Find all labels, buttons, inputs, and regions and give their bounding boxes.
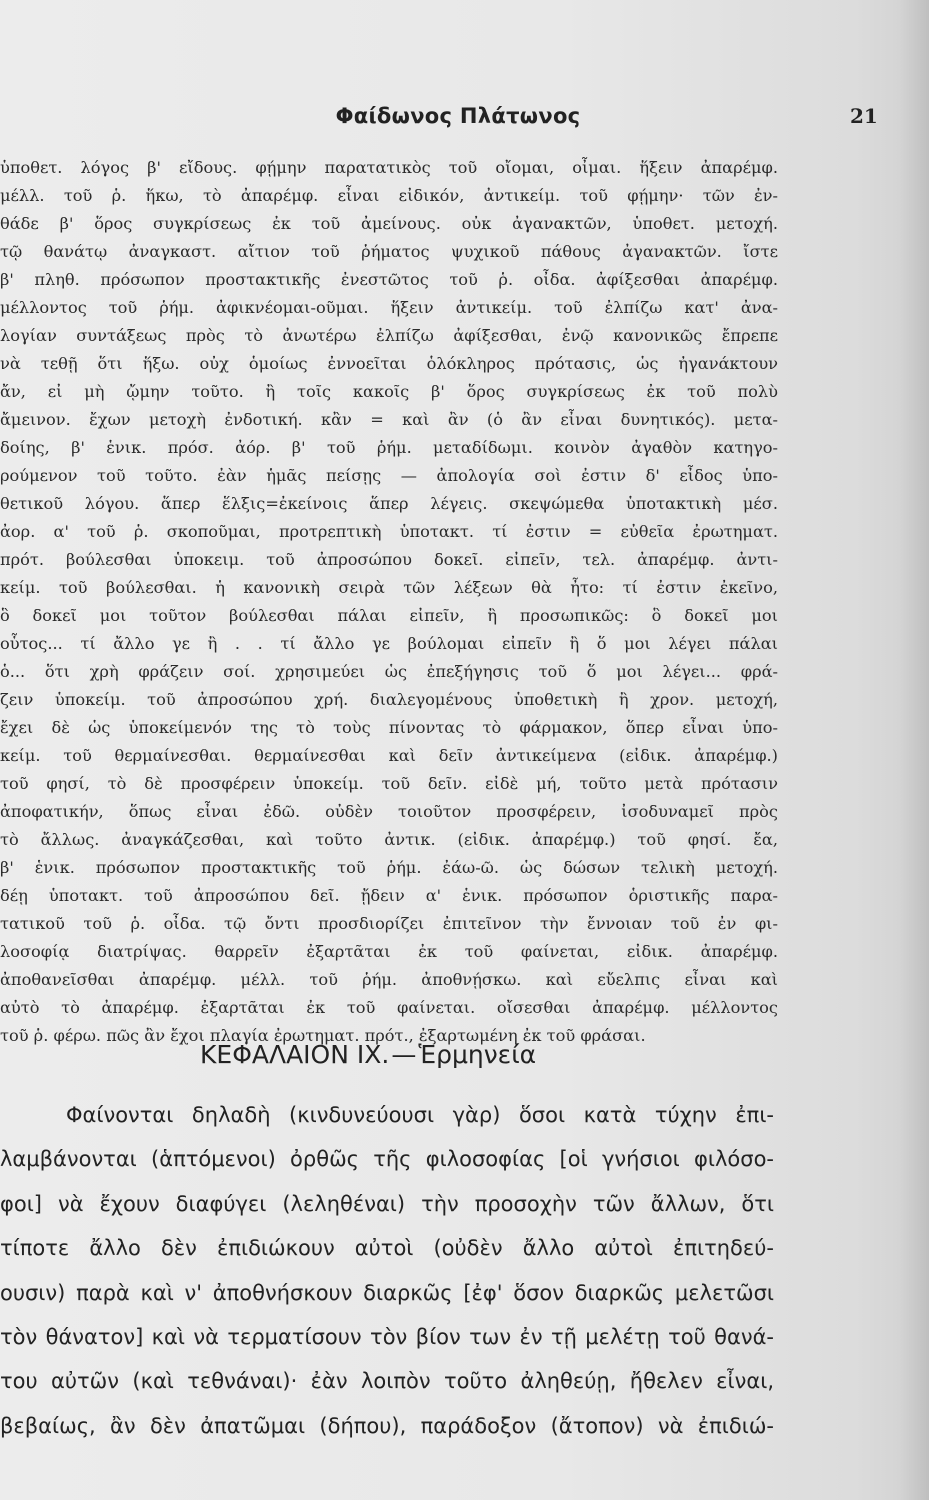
body-line: Φαίνονται δηλαδὴ (κινδυνεύουσι γὰρ) ὅσοι κατὰ τύχην ἐπι- — [66, 1103, 774, 1127]
note-line: πρότ. βούλεσθαι ὑποκειμ. τοῦ ἀπροσώπου δοκεῖ. εἰπεῖν, τελ. ἀπαρέμφ. ἀντι- — [0, 550, 778, 569]
note-line: κείμ. τοῦ βούλεσθαι. ἡ κανονικὴ σειρὰ τῶν λέξεων θὰ ἦτο: τί ἐστιν ἐκεῖνο, — [0, 578, 778, 597]
note-line: τῷ θανάτῳ ἀναγκαστ. αἴτιον τοῦ ῥήματος ψυχικοῦ πάθους ἀγανακτῶν. ἴστε — [0, 242, 778, 261]
note-line: τατικοῦ τοῦ ῥ. οἶδα. τῷ ὄντι προσδιορίζει ἐπιτεῖνον τὴν ἔννοιαν τοῦ ἐν φι- — [0, 914, 778, 933]
note-line: ἀποφατικήν, ὅπως εἶναι ἐδῶ. οὐδὲν τοιοῦτον προσφέρειν, ἰσοδυναμεῖ πρὸς — [0, 802, 778, 821]
translation-text — [0, 1093, 774, 1448]
note-line: λοσοφίᾳ διατρίψας. θαρρεῖν ἐξαρτᾶται ἐκ τοῦ φαίνεται, εἰδικ. ἀπαρέμφ. — [0, 942, 778, 961]
running-title: Φαίδωνος Πλάτωνος — [335, 104, 581, 128]
note-line: τὸ ἄλλως. ἀναγκάζεσθαι, καὶ τοῦτο ἀντικ. (εἰδικ. ἀπαρέμφ.) τοῦ φησί. ἔα, — [0, 830, 778, 849]
page-edge-shadow — [899, 0, 929, 1500]
note-line: μέλλ. τοῦ ῥ. ἥκω, τὸ ἀπαρέμφ. εἶναι εἰδικόν, ἀντικείμ. τοῦ φῄμην· τῶν ἐν- — [0, 186, 778, 205]
body-line: τὸν θάνατον] καὶ νὰ τερματίσουν τὸν βίον των ἐν τῇ μελέτῃ τοῦ θανά- — [0, 1324, 774, 1349]
page-number: 21 — [850, 104, 878, 128]
note-line: νὰ τεθῇ ὅτι ἥξω. οὐχ ὁμοίως ἐννοεῖται ὁλόκληρος πρότασις, ὡς ἠγανάκτουν — [0, 354, 778, 373]
body-line: λαμβάνονται (ἁπτόμενοι) ὀρθῶς τῆς φιλοσοφίας [οἱ γνήσιοι φιλόσο- — [0, 1147, 774, 1172]
note-line: θάδε β' ὅρος συγκρίσεως ἐκ τοῦ ἀμείνους. οὐκ ἀγανακτῶν, ὑποθετ. μετοχή. — [0, 214, 778, 233]
note-line: θετικοῦ λόγου. ἅπερ ἕλξις=ἐκείνοις ἅπερ λέγεις. σκεψώμεθα ὑποτακτικὴ μέσ. — [0, 494, 778, 513]
note-line: τοῦ ῥ. φέρω. πῶς ἂν ἔχοι πλαγία ἐρωτηματ. πρότ., ἐξαρτωμένη ἐκ τοῦ φράσαι. — [0, 1026, 646, 1045]
note-line: ὑποθετ. λόγος β' εἴδους. φῄμην παρατατικὸς τοῦ οἴομαι, οἶμαι. ἥξειν ἀπαρέμφ. — [0, 158, 778, 177]
note-line: μέλλοντος τοῦ ῥήμ. ἀφικνέομαι-οῦμαι. ἥξειν ἀντικείμ. τοῦ ἐλπίζω κατ' ἀνα- — [0, 298, 778, 317]
body-line: φοι] νὰ ἔχουν διαφύγει (λεληθέναι) τὴν προσοχὴν τῶν ἄλλων, ὅτι — [0, 1191, 774, 1216]
body-line: βεβαίως, ἂν δὲν ἀπατῶμαι (δήπου), παράδοξον (ἄτοπον) νὰ ἐπιδιώ- — [0, 1413, 774, 1438]
note-line: ὁ... ὅτι χρὴ φράζειν σοί. χρησιμεύει ὡς ἐπεξήγησις τοῦ ὅ μοι λέγει... φρά- — [0, 662, 778, 681]
body-line: ουσιν) παρὰ καὶ ν' ἀποθνήσκουν διαρκῶς [ἐφ' ὅσον διαρκῶς μελετῶσι — [0, 1280, 774, 1305]
chapter-heading — [200, 1040, 700, 1069]
note-line: δέῃ ὑποτακτ. τοῦ ἀπροσώπου δεῖ. ᾔδειν α' ἑνικ. πρόσωπον ὁριστικῆς παρα- — [0, 886, 778, 905]
note-line: αὐτὸ τὸ ἀπαρέμφ. ἐξαρτᾶται ἐκ τοῦ φαίνεται. οἴσεσθαι ἀπαρέμφ. μέλλοντος — [0, 998, 778, 1017]
note-line: δοίης, β' ἑνικ. πρόσ. ἀόρ. β' τοῦ ῥήμ. μεταδίδωμι. κοινὸν ἀγαθὸν κατηγο- — [0, 438, 778, 457]
note-line: ρούμενον τοῦ τοῦτο. ἐὰν ἡμᾶς πείσῃς — ἀπολογία σοὶ ἐστιν δ' εἶδος ὑπο- — [0, 466, 778, 485]
note-line: ἄμεινον. ἔχων μετοχὴ ἐνδοτική. κἂν = καὶ ἂν (ὁ ἂν εἶναι δυνητικός). μετα- — [0, 410, 778, 429]
chapter-label: ΚΕΦΑΛΑΙΟΝ IX. — [200, 1040, 390, 1069]
note-line: τοῦ φησί, τὸ δὲ προσφέρειν ὑποκείμ. τοῦ δεῖν. εἰδὲ μή, τοῦτο μετὰ πρότασιν — [0, 774, 778, 793]
note-line: κείμ. τοῦ θερμαίνεσθαι. θερμαίνεσθαι καὶ δεῖν ἀντικείμενα (εἰδικ. ἀπαρέμφ.) — [0, 746, 778, 765]
commentary-notes — [0, 154, 778, 1050]
note-line: ἀορ. α' τοῦ ῥ. σκοποῦμαι, προτρεπτικὴ ὑποτακτ. τί ἐστιν = εὐθεῖα ἐρωτηματ. — [0, 522, 778, 541]
note-line: ἔχει δὲ ὡς ὑποκείμενόν της τὸ τοὺς πίνοντας τὸ φάρμακον, ὅπερ εἶναι ὑπο- — [0, 718, 778, 737]
note-line: ἄν, εἰ μὴ ᾤμην τοῦτο. ἢ τοῖς κακοῖς β' ὅρος συγκρίσεως ἐκ τοῦ πολὺ — [0, 382, 778, 401]
note-line: ὃ δοκεῖ μοι τοῦτον βούλεσθαι πάλαι εἰπεῖν, ἢ προσωπικῶς: ὃ δοκεῖ μοι — [0, 606, 778, 625]
chapter-subtitle: Ἑρμηνεία — [418, 1040, 537, 1069]
body-line: του αὐτῶν (καὶ τεθνάναι)· ἐὰν λοιπὸν τοῦτο ἀληθεύῃ, ἤθελεν εἶναι, — [0, 1369, 774, 1394]
note-line: ζειν ὑποκείμ. τοῦ ἀπροσώπου χρή. διαλεγομένους ὑποθετικὴ ἢ χρον. μετοχή, — [0, 690, 778, 709]
chapter-separator: — — [391, 1040, 417, 1069]
note-line: ἀποθανεῖσθαι ἀπαρέμφ. μέλλ. τοῦ ῥήμ. ἀποθνῄσκω. καὶ εὔελπις εἶναι καὶ — [0, 970, 778, 989]
note-line: λογίαν συντάξεως πρὸς τὸ ἀνωτέρω ἐλπίζω ἀφίξεσθαι, ἐνῷ κανονικῶς ἔπρεπε — [0, 326, 778, 345]
note-line: β' πληθ. πρόσωπον προστακτικῆς ἐνεστῶτος τοῦ ῥ. οἶδα. ἀφίξεσθαι ἀπαρέμφ. — [0, 270, 778, 289]
note-line: οὗτος... τί ἄλλο γε ἢ . . τί ἄλλο γε βούλομαι εἰπεῖν ἢ ὅ μοι λέγει πάλαι — [0, 634, 778, 653]
body-line: τίποτε ἄλλο δὲν ἐπιδιώκουν αὐτοὶ (οὐδὲν ἄλλο αὐτοὶ ἐπιτηδεύ- — [0, 1236, 774, 1261]
note-line: β' ἑνικ. πρόσωπον προστακτικῆς τοῦ ῥήμ. ἐάω-ῶ. ὡς δώσων τελικὴ μετοχή. — [0, 858, 778, 877]
